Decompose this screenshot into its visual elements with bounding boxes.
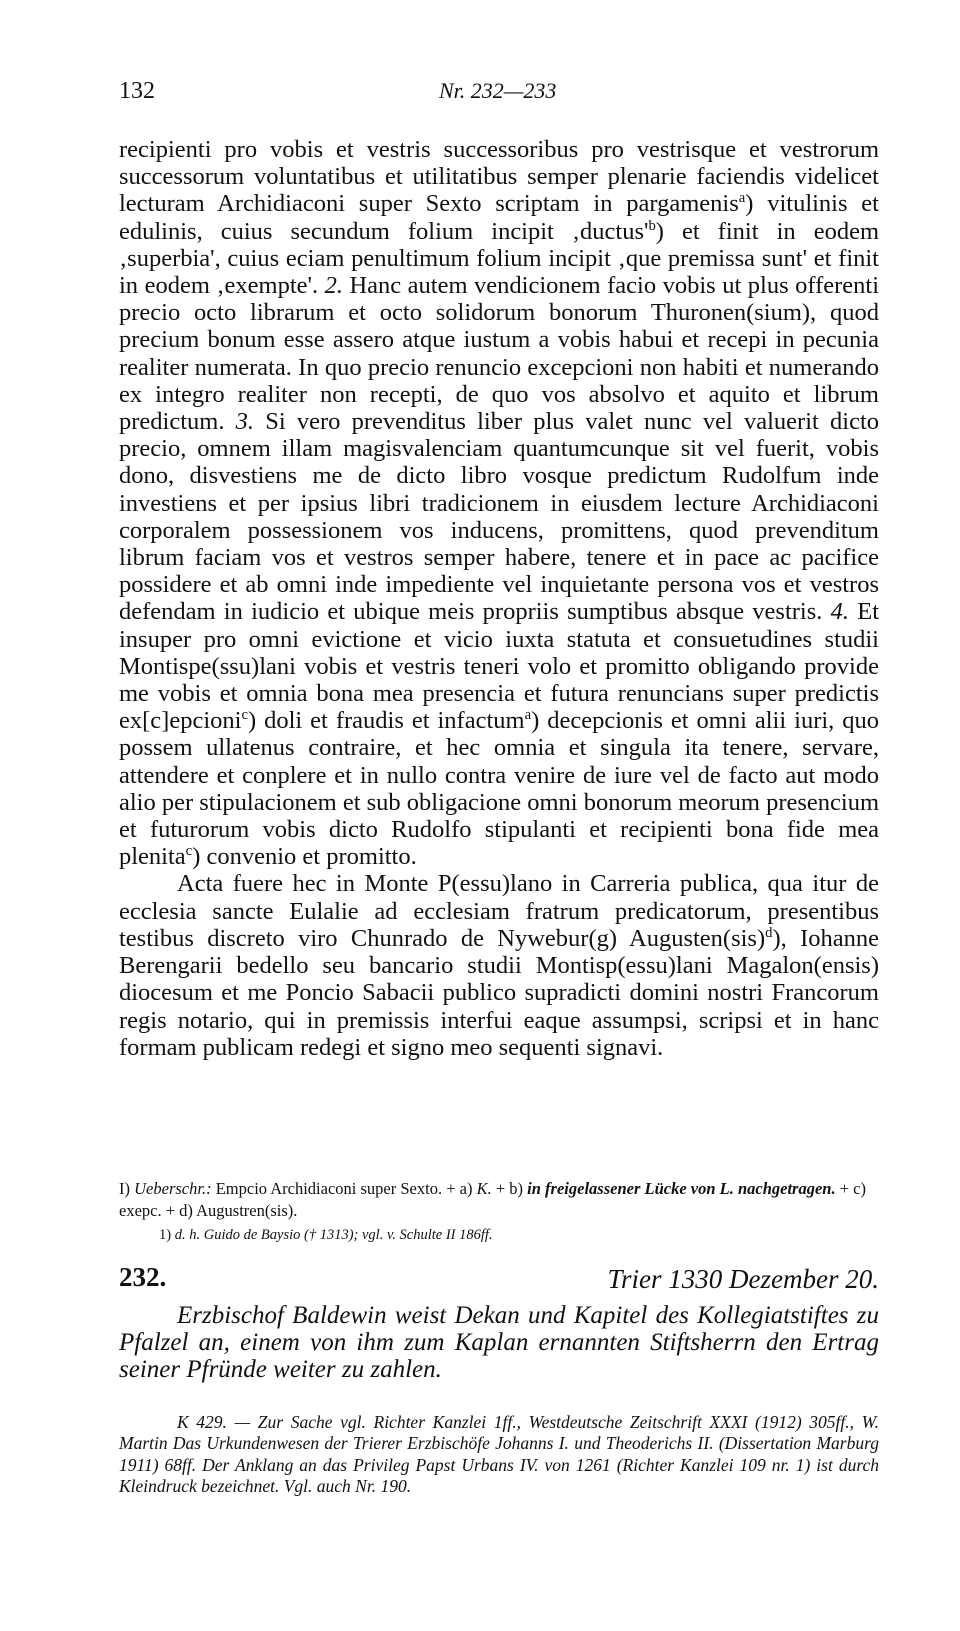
- apparatus-bold-italic: in freigelassener Lücke von L. nachgetragen.: [527, 1179, 836, 1198]
- page-header: [119, 78, 879, 108]
- text-segment: Acta fuere hec in Monte P(essu)lano in Carreria publica, qua itur de ecclesia sancte Eulalie ad ecclesiam fratrum predicatorum, presentibus testibus discreto viro Chunrado de Nywebur(g) Augusten(sis): [119, 870, 879, 952]
- entry-notes: [119, 1412, 879, 1498]
- text-segment: Hanc autem vendicionem facio vobis ut plus offerenti precio octo librarum et octo solidorum bonorum Thuronen(sium), quod precium bonum esse assero atque iustum a vobis habui et recepi in pecunia realiter numerata. In quo precio renuncio excepcioni non habiti et numerando ex integro realiter non recepti, de quo vos absolvo et aquito et librum predictum.: [119, 272, 880, 436]
- apparatus-line: [119, 1178, 879, 1222]
- footnote-marker: a: [524, 707, 532, 724]
- apparatus-number: I): [119, 1179, 130, 1198]
- footnote-marker: d: [765, 924, 773, 941]
- body-paragraph-1: [119, 136, 879, 870]
- document-body: [119, 136, 879, 1061]
- text-segment: recipienti pro vobis et vestris successoribus pro vestrisque et vestrorum successorum voluntatibus et utilitatibus semper plenarie faciendis videlicet lecturam Archidiaconi super Sexto scriptam in pargamenis: [119, 136, 879, 218]
- apparatus-text: Empcio Archidiaconi super Sexto. + a): [215, 1179, 473, 1198]
- section-number: 2.: [324, 272, 343, 300]
- entry-number: 232.: [119, 1262, 167, 1292]
- text-segment: ) vitulinis et edulinis, cuius secundum folium incipit ‚ductus': [119, 190, 879, 245]
- entry-heading: [119, 1262, 879, 1298]
- regest: [119, 1302, 879, 1383]
- text-segment: ) doli et fraudis et infactum: [247, 707, 525, 735]
- text-segment: Si vero prevenditus liber plus valet nunc vel valuerit dicto precio, omnem illam magisvalenciam quantumcunque sit vel fuerit, vobis dono, disvestiens me de dicto libro vosque predictum Rudolfum inde investiens et per ipsius libri tradicionem in eiusdem lecture Archidiaconi corporalem possessionem vos inducens, promittens, quod prevenditum librum faciam vos et vestros semper habere, tenere et in pace ac pacifice possidere et ab omni inde impediente vel inquietante persona vos et vestros defendam in iudicio et ubique meis propriis sumptibus absque vestris.: [119, 408, 880, 626]
- footnote-marker: c: [185, 843, 193, 860]
- apparatus-italic: K.: [476, 1179, 492, 1198]
- footnote-marker: a: [738, 190, 746, 207]
- regest-text: Erzbischof Baldewin weist Dekan und Kapitel des Kollegiatstiftes zu Pfalzel an, einem von ihm zum Kaplan ernannten Stiftsherrn den Ertrag seiner Pfründe weiter zu zahlen.: [119, 1302, 879, 1383]
- footnote-number: 1): [159, 1227, 172, 1243]
- apparatus-text: + b): [495, 1179, 524, 1198]
- text-segment: ) et finit in eodem ‚superbia', cuius eciam penultimum folium incipit ‚que premissa sunt' et finit in eodem ‚exempte'.: [119, 217, 879, 300]
- text-segment: ) convenio et promitto.: [192, 843, 417, 871]
- notes-text: K 429. — Zur Sache vgl. Richter Kanzlei 1ff., Westdeutsche Zeitschrift XXXI (1912) 305ff., W. Martin Das Urkundenwesen der Trierer Erzbischöfe Johanns I. und Theoderichs II. (Dissertation Marburg 1911) 68ff. Der Anklang an das Privileg Papst Urbans IV. von 1261 (Richter Kanzlei 109 nr. 1) ist durch Kleindruck bezeichnet. Vgl. auch Nr. 190.: [119, 1412, 879, 1497]
- section-number: 4.: [830, 598, 850, 626]
- text-segment: ), Iohanne Berengarii bedello seu bancario studii Montisp(essu)lani Magalon(ensis) diocesum et me Poncio Sabacii publico supradicti domini nostri Francorum regis notario, qui in premissis interfui eaque assumpsi, scripsi et in hanc formam publicam redegi et signo meo sequenti signavi.: [119, 924, 879, 1061]
- text-segment: ) decepcionis et omni alii iuri, quo possem ullatenus contraire, et hec omnia et singula ita tenere, servare, attendere et conplere et in nullo contra venire de iure vel de facto aut modo alio per stipulacionem et sub obligacione omni bonorum meorum presencium et futurorum vobis dicto Rudolfo stipulanti et recipienti bona fide mea plenita: [119, 707, 880, 871]
- footnote-marker: b: [648, 217, 656, 234]
- apparatus-italic: Ueberschr.:: [134, 1179, 212, 1198]
- entry-date: Trier 1330 Dezember 20.: [607, 1264, 879, 1294]
- critical-apparatus: [119, 1178, 879, 1246]
- text-segment: Et insuper pro omni evictione et vicio iuxta statuta et consuetudines studii Montispe(ssu)lani vobis et vestris teneri volo et promitto obligando provide me vobis et omnia bona mea presencia et futura renuncians super predictis ex[c]epcioni: [119, 598, 880, 735]
- apparatus-text: + c) exepc. + d) Augustren(sis).: [119, 1179, 866, 1220]
- section-number: 3.: [235, 408, 255, 436]
- page-number: 132: [119, 78, 155, 104]
- footnote-line: [119, 1224, 879, 1246]
- footnote-marker: c: [241, 707, 248, 724]
- body-paragraph-2: [119, 870, 879, 1060]
- running-head: Nr. 232—233: [439, 78, 557, 103]
- footnote-text: d. h. Guido de Baysio († 1313); vgl. v. Schulte II 186ff.: [174, 1227, 493, 1243]
